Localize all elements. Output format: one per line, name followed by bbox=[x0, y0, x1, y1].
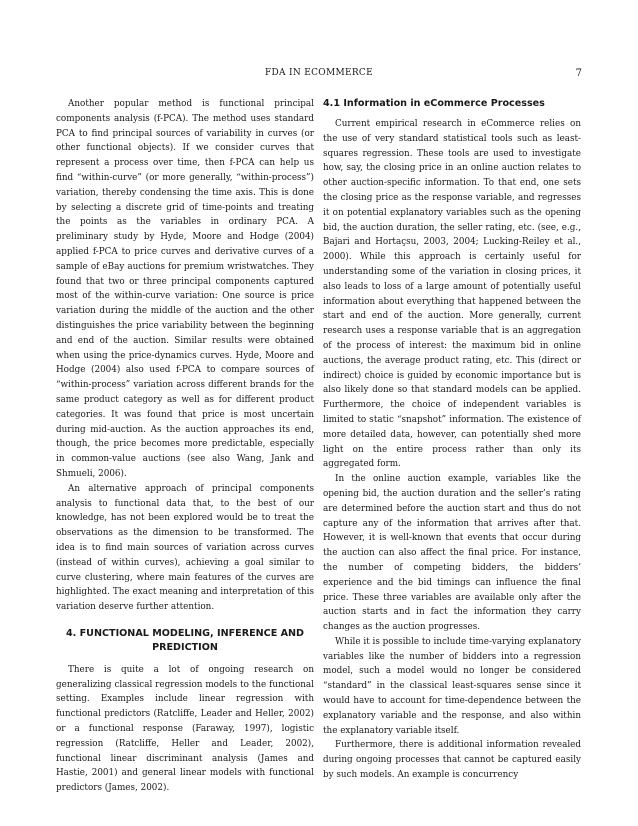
paragraph: Furthermore, there is additional information revealed during ongoing processes that cannot be captured easily by such models. An example is concurrency bbox=[323, 740, 581, 781]
page-number: 7 bbox=[575, 68, 582, 79]
paragraph: An alternative approach of principal components analysis to functional data that, to the best of our knowledge, has not been explored would be to treat the observations as the dimension to be transformed. The idea is to find main sources of variation across curves (instead of within curves), achieving a goal similar to curve clustering, where main features of the curves are highlighted. The exact meaning and interpretation of this variation deserve further attention. bbox=[56, 483, 314, 613]
paragraph: In the online auction example, variables like the opening bid, the auction duration and the seller’s rating are determined before the auction start and thus do not capture any of the information that arrives after that. However, it is well-known that events that occur during the auction can also affect the final price. For instance, the number of competing bidders, the bidders’ experience and the bid timings can influence the final price. These three variables are available only after the auction starts and in fact the information they carry changes as the auction progresses. bbox=[323, 474, 581, 633]
right-column bbox=[323, 97, 581, 783]
section-heading: 4. FUNCTIONAL MODELING, INFERENCE AND PREDICTION bbox=[65, 627, 305, 653]
subsection-heading: 4.1 Information in eCommerce Processes bbox=[323, 98, 545, 109]
running-title: FDA IN ECOMMERCE bbox=[265, 68, 373, 78]
paragraph: While it is possible to include time-varying explanatory variables like the number of bidders into a regression model, such a model would no longer be considered “standard” in the classical least-squares sense since it would have to account for time-dependence between the explanatory variable and the response, and also within the explanatory variable itself. bbox=[323, 636, 581, 736]
paragraph: Current empirical research in eCommerce relies on the use of very standard statistical tools such as least-squares regression. These tools are used to investigate how, say, the closing price in an online auction relates to other auction-specific information. To that end, one sets the closing price as the response variable, and regresses it on potential explanatory variables such as the opening bid, the auction duration, the seller rating, etc. (see, e.g., Bajari and Hortaçsu, 2003, 2004; Lucking-Reiley et al., 2000). While this approach is certainly useful for understanding some of the variation in closing prices, it also leads to loss of a large amount of potentially useful information about everything that happened between the start and end of the auction. More generally, current research uses a response variable that is an aggregation of the process of interest: the maximum bid in online auctions, the average product rating, etc. This (direct or indirect) choice is guided by economic importance but is also likely done so that standard models can be applied. Furthermore, the choice of independent variables is limited to static “snapshot” information. The existence of more detailed data, however, can potentially shed more light on the entire process rather than only its aggregated form. bbox=[323, 119, 581, 470]
paragraph: Another popular method is functional principal components analysis (f-PCA). The method uses standard PCA to find principal sources of variability in curves (or other functional objects). If we consider curves that represent a process over time, then f-PCA can help us find “within-curve” (or more generally, “within-process”) variation, thereby condensing the time axis. This is done by selecting a discrete grid of time-points and treating the points as the variables in ordinary PCA. A preliminary study by Hyde, Moore and Hodge (2004) applied f-PCA to price curves and derivative curves of a sample of eBay auctions for premium wristwatches. They found that two or three principal components captured most of the within-curve variation: One source is price variation during the middle of the auction and the other distinguishes the price variability between the beginning and end of the auction. Similar results were obtained when using the price-dynamics curves. Hyde, Moore and Hodge (2004) also used f-PCA to compare sources of “within-process” variation across different brands for the same product category as well as for different product categories. It was found that price is most uncertain during mid-auction. As the auction approaches its end, though, the price becomes more predictable, especially in common-value auctions (see also Wang, Jank and Shmueli, 2006). bbox=[56, 99, 314, 479]
page-header bbox=[56, 68, 582, 84]
left-column bbox=[56, 97, 314, 796]
paragraph: There is quite a lot of ongoing research on generalizing classical regression models to the functional setting. Examples include linear regression with functional predictors (Ratcliffe, Leader and Heller, 2002) or a functional response (Faraway, 1997), logistic regression (Ratcliffe, Heller and Leader, 2002), functional linear discriminant analysis (James and Hastie, 2001) and general linear models with functional predictors (James, 2002). bbox=[56, 664, 314, 794]
